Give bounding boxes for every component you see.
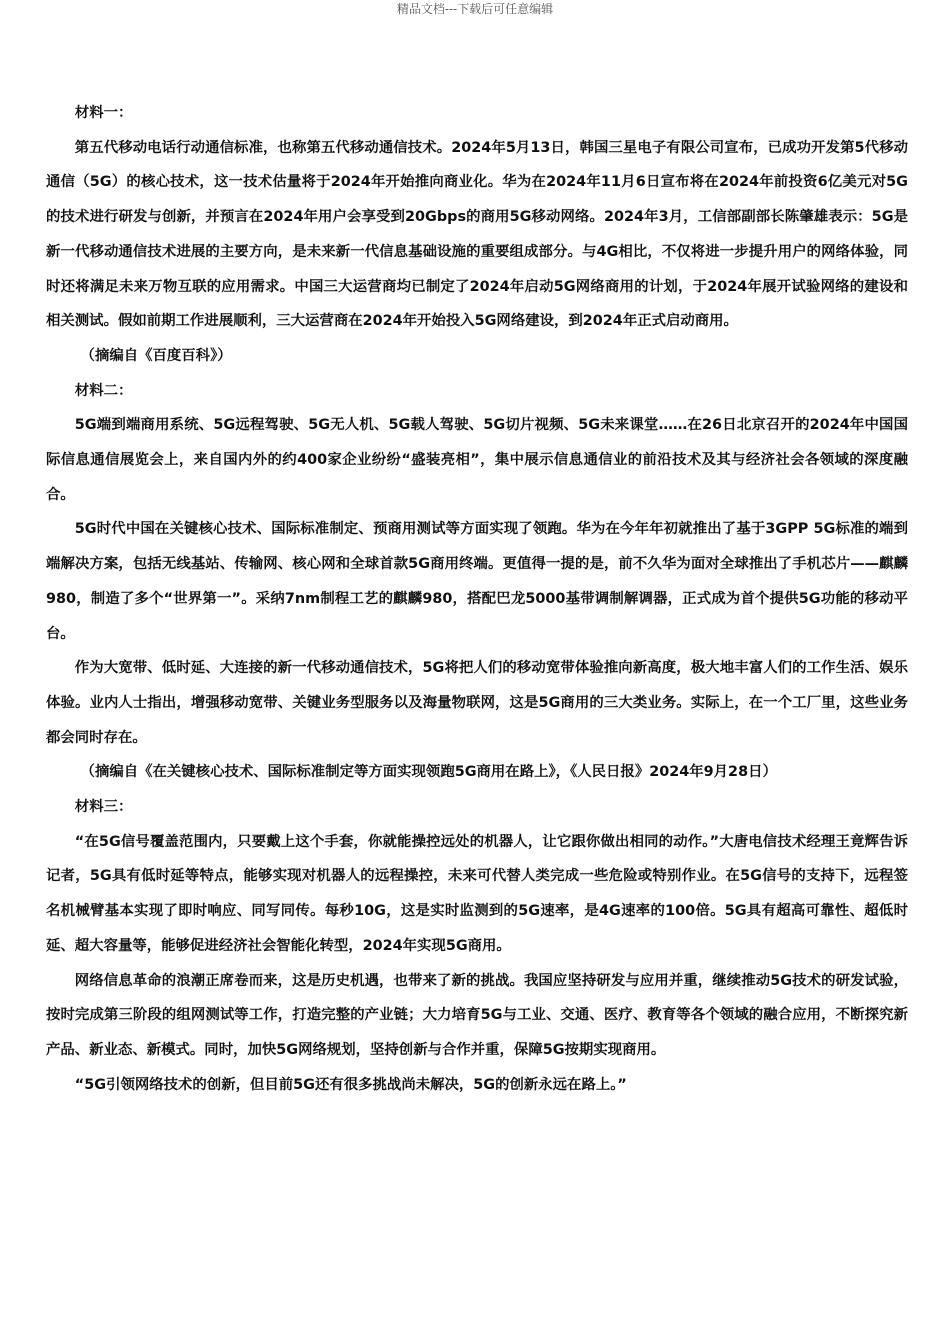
body-paragraph: 5G端到端商用系统、5G远程驾驶、5G无人机、5G载人驾驶、5G切片视频、5G未来课堂……在26日北京召开的2024年中国国际信息通信展览会上，来自国内外的约400家企业纷纷“盛装亮相”，集中展示信息通信业的前沿技术及其与经济社会各领域的深度融合。 (46, 417, 908, 503)
body-paragraph: 5G时代中国在关键核心技术、国际标准制定、预商用测试等方面实现了领跑。华为在今年年初就推出了基于3GPP 5G标准的端到端解决方案，包括无线基站、传输网、核心网和全球首款5G商用终端。更值得一提的是，前不久华为面对全球推出了手机芯片——麒麟980，制造了多个“世界第一”。采纳7nm制程工艺的麒麟980，搭配巴龙5000基带调制解调器，正式成为首个提供5G功能的移动平台。 (46, 521, 908, 642)
document-body (46, 96, 908, 1102)
body-paragraph: “5G引领网络技术的创新，但目前5G还有很多挑战尚未解决，5G的创新永远在路上。” (74, 1076, 627, 1093)
source-citation: （摘编自《百度百科》） (80, 347, 232, 364)
body-paragraph: 作为大宽带、低时延、大连接的新一代移动通信技术，5G将把人们的移动宽带体验推向新高度，极大地丰富人们的工作生活、娱乐体验。业内人士指出，增强移动宽带、关键业务型服务以及海量物联网，这是5G商用的三大类业务。实际上，在一个工厂里，这些业务都会同时存在。 (46, 660, 908, 746)
body-paragraph: “在5G信号覆盖范围内，只要戴上这个手套，你就能操控远处的机器人，让它跟你做出相同的动作。”大唐电信技术经理王竟辉告诉记者，5G具有低时延等特点，能够实现对机器人的远程操控，未来可代替人类完成一些危险或特别作业。在5G信号的支持下，远程签名机械臂基本实现了即时响应、同写同传。每秒10G，这是实时监测到的5G速率，是4G速率的100倍。5G具有超高可靠性、超低时延、超大容量等，能够促进经济社会智能化转型，2024年实现5G商用。 (46, 833, 908, 954)
material-label: 材料三： (74, 799, 133, 816)
source-citation: （摘编自《在关键核心技术、国际标准制定等方面实现领跑5G商用在路上》，《人民日报》2024年9月28日） (80, 764, 777, 781)
material-label: 材料一： (74, 105, 133, 121)
material-label: 材料二： (74, 382, 133, 399)
body-paragraph: 网络信息革命的浪潮正席卷而来，这是历史机遇，也带来了新的挑战。我国应坚持研发与应用并重，继续推动5G技术的研发试验，按时完成第三阶段的组网测试等工作，打造完整的产业链；大力培育5G与工业、交通、医疗、教育等各个领域的融合应用，不断探究新产品、新业态、新模式。同时，加快5G网络规划，坚持创新与合作并重，保障5G按期实现商用。 (46, 972, 908, 1058)
page-header: 精品文档---下载后可任意编辑 (396, 2, 554, 16)
body-paragraph: 第五代移动电话行动通信标准，也称第五代移动通信技术。2024年5月13日，韩国三星电子有限公司宣布，已成功开发第5代移动通信（5G）的核心技术，这一技术估量将于2024年开始推向商业化。华为在2024年11月6日宣布将在2024年前投资6亿美元对5G的技术进行研发与创新，并预言在2024年用户会享受到20Gbps的商用5G移动网络。2024年3月，工信部副部长陈肇雄表示：5G是新一代移动通信技术进展的主要方向，是未来新一代信息基础设施的重要组成部分。与4G相比，不仅将进一步提升用户的网络体验，同时还将满足未来万物互联的应用需求。中国三大运营商均已制定了2024年启动5G网络商用的计划，于2024年展开试验网络的建设和相关测试。假如前期工作进展顺利，三大运营商在2024年开始投入5G网络建设，到2024年正式启动商用。 (46, 139, 908, 330)
